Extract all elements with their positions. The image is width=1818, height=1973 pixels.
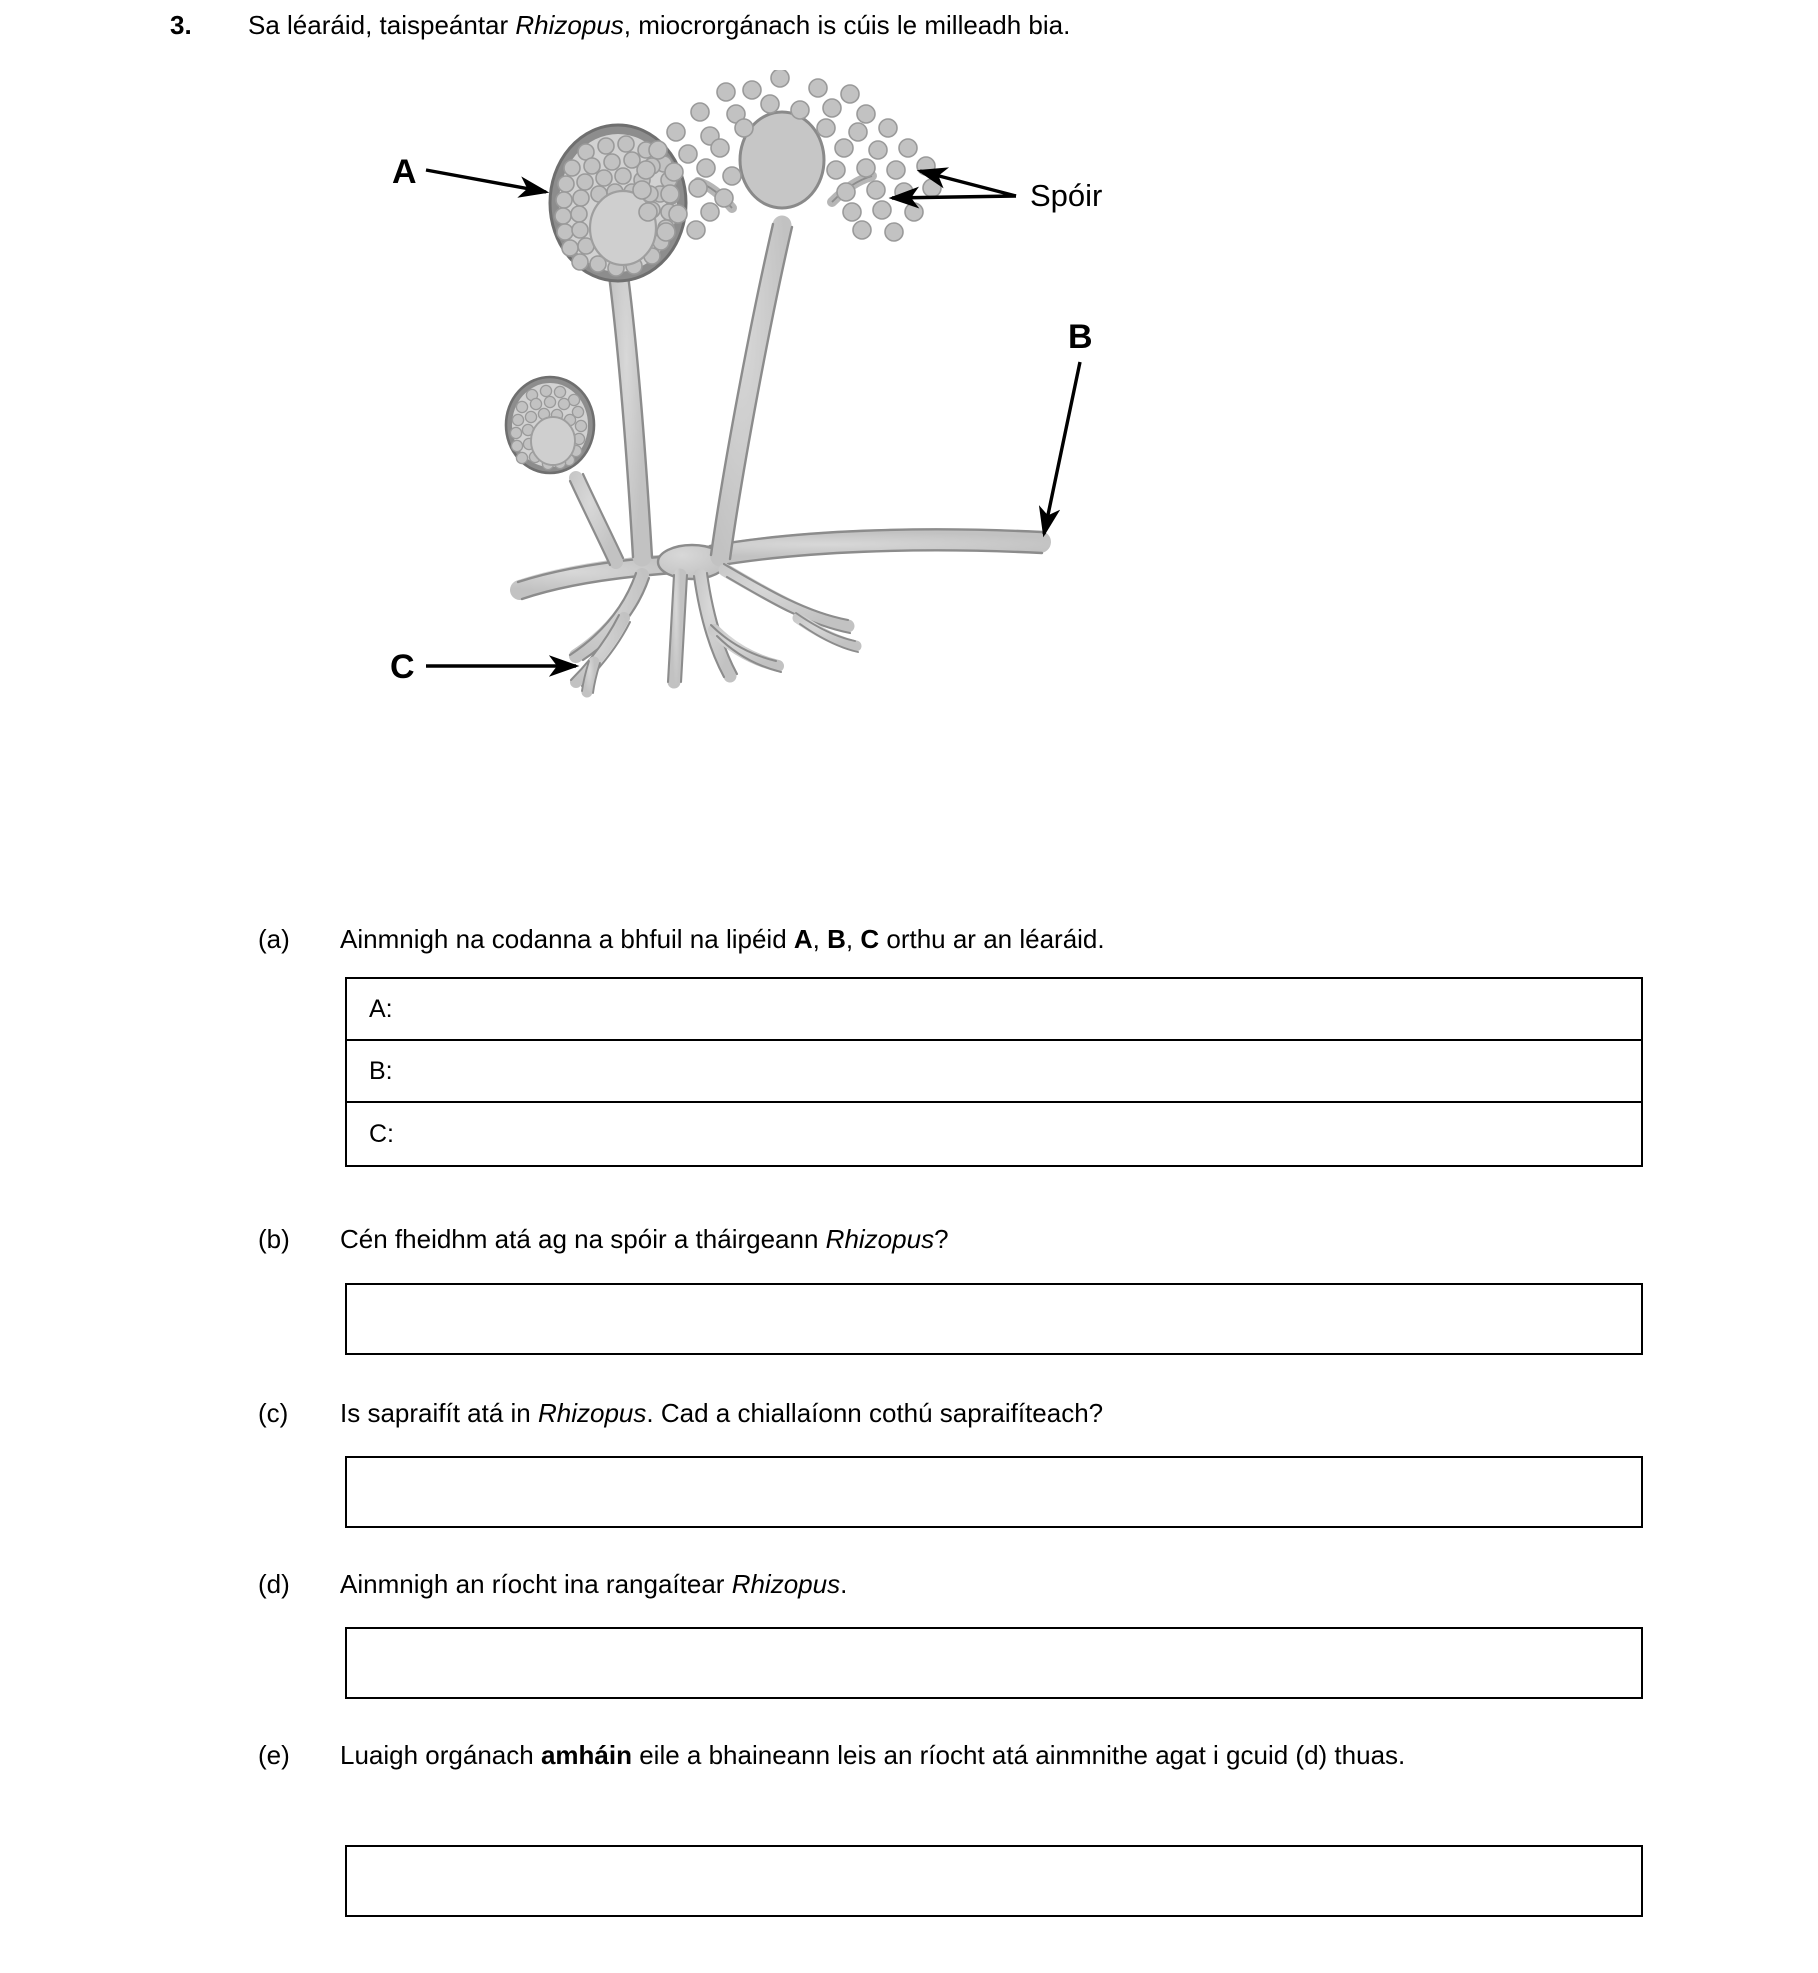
part-c: [258, 1396, 1658, 1431]
part-a-ref-a: A: [793, 924, 813, 954]
part-b-text-2: ?: [934, 1224, 949, 1254]
diagram-label-c: C: [390, 648, 415, 686]
answer-box-b[interactable]: [345, 1283, 1643, 1355]
part-e-text-2: eile a bhaineann leis an ríocht atá ainmnithe agat i gcuid (d) thuas.: [631, 1740, 1406, 1770]
answer-row-b[interactable]: [347, 1041, 1641, 1103]
label-b-arrow: [1044, 362, 1080, 534]
part-a: [258, 922, 1658, 957]
part-e-emphasis: amháin: [540, 1740, 632, 1770]
label-a-group: [392, 153, 546, 192]
part-e: [258, 1738, 1648, 1773]
part-e-text-1: Luaigh orgánach: [340, 1740, 541, 1770]
answer-row-a-label: A:: [369, 994, 393, 1023]
question-header: [170, 8, 1640, 43]
question-stem: [248, 8, 1070, 43]
part-c-text: [340, 1396, 1103, 1431]
part-a-ref-b: B: [827, 924, 846, 954]
label-c-group: [390, 648, 576, 686]
answer-row-b-label: B:: [369, 1056, 393, 1085]
hyphae-group: [518, 224, 1042, 693]
part-c-text-1: Is sapraifít atá in: [340, 1398, 538, 1428]
answer-row-a[interactable]: [347, 979, 1641, 1041]
part-e-text: [340, 1738, 1405, 1773]
diagram-label-b: B: [1068, 318, 1093, 356]
part-a-sep-2: ,: [845, 924, 861, 954]
part-a-letter: (a): [258, 924, 290, 954]
part-d-letter: (d): [258, 1569, 290, 1599]
part-c-organism: Rhizopus: [537, 1398, 647, 1428]
part-d-text-1: Ainmnigh an ríocht ina rangaítear: [340, 1569, 732, 1599]
part-b: [258, 1222, 1658, 1257]
part-a-text: [340, 922, 1105, 957]
answer-table-a: [345, 977, 1643, 1167]
part-d-text-2: .: [840, 1569, 848, 1599]
answer-box-d[interactable]: [345, 1627, 1643, 1699]
part-c-text-2: . Cad a chiallaíonn cothú sapraifíteach?: [646, 1398, 1104, 1428]
organism-name-rhizopus: Rhizopus: [515, 10, 624, 40]
part-e-letter: (e): [258, 1740, 290, 1770]
answer-box-e[interactable]: [345, 1845, 1643, 1917]
label-a-arrow: [426, 170, 546, 192]
part-d-organism: Rhizopus: [731, 1569, 841, 1599]
sporangium-small: [506, 377, 594, 473]
diagram-label-spores: Spóir: [1030, 178, 1103, 213]
part-a-text-1: Ainmnigh na codanna a bhfuil na lipéid: [340, 924, 794, 954]
part-a-sep-1: ,: [812, 924, 828, 954]
label-b-group: [1044, 318, 1093, 534]
answer-row-c[interactable]: [347, 1103, 1641, 1165]
question-stem-part2: , miocrorgánach is cúis le milleadh bia.: [623, 10, 1071, 40]
answer-box-c[interactable]: [345, 1456, 1643, 1528]
answer-row-c-label: C:: [369, 1119, 394, 1148]
part-a-ref-c: C: [860, 924, 880, 954]
question-stem-part1: Sa léaráid, taispeántar: [248, 10, 516, 40]
rhizopus-diagram: [380, 70, 1440, 870]
diagram-label-a: A: [392, 153, 417, 191]
part-b-organism: Rhizopus: [825, 1224, 935, 1254]
part-d-text: [340, 1567, 847, 1602]
question-number: 3.: [170, 10, 192, 40]
part-b-text: [340, 1222, 949, 1257]
label-spoir-arrow-lower: [892, 196, 1016, 198]
part-d: [258, 1567, 1658, 1602]
part-c-letter: (c): [258, 1398, 289, 1428]
part-a-text-2: orthu ar an léaráid.: [879, 924, 1105, 954]
part-b-text-1: Cén fheidhm atá ag na spóir a tháirgeann: [340, 1224, 826, 1254]
part-b-letter: (b): [258, 1224, 290, 1254]
